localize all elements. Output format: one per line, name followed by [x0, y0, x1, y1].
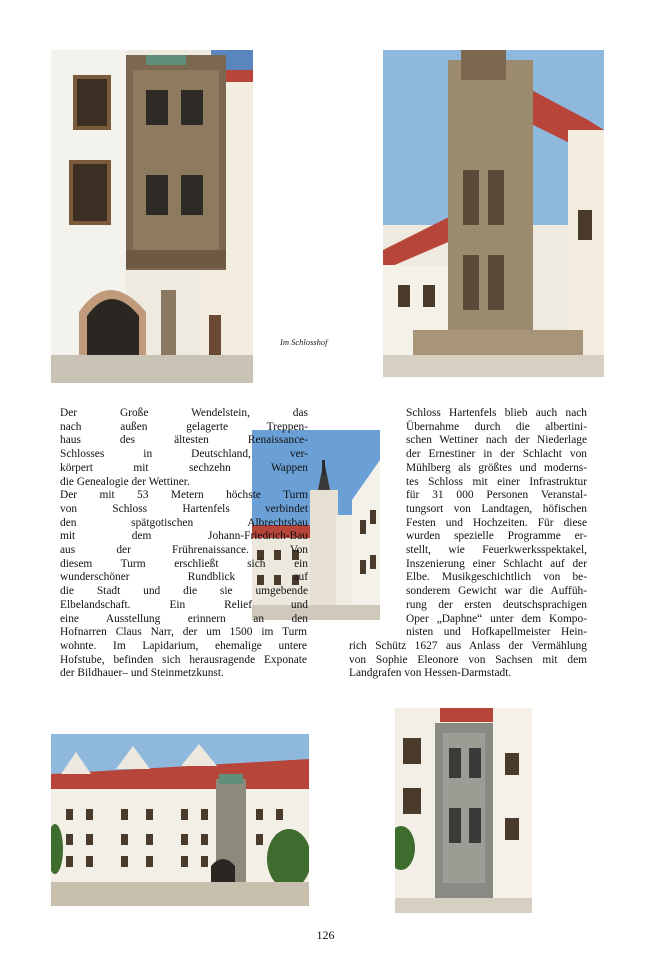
text-line: von Schloss Hartenfels verbindet [60, 502, 308, 515]
text-line: die Stadt und die sie umgebende [60, 585, 308, 598]
text-line: Hofnarren Claus Narr, der um 1500 im Turm [60, 626, 307, 639]
photo-grosser-wendelstein [383, 50, 604, 377]
text-line: Schlosses in Deutschland, ver- [60, 448, 308, 461]
text-line: stellt, wie Feuerkwerksspektakel, [406, 544, 587, 557]
text-line: tes Schloss mit einer Infrastruktur [406, 475, 587, 488]
text-line: aus der Frührenaissance. Von [60, 544, 308, 557]
text-line: nisten und Hofkapellmeister Hein- [406, 626, 587, 639]
text-line: Elbelandschaft. Ein Relief und [60, 598, 308, 611]
text-line: Schloss Hartenfels blieb auch nach [406, 407, 587, 419]
photo-oriel-corner [395, 708, 532, 913]
text-line: wurden spezielle Programme er- [406, 530, 587, 543]
text-line: Der Große Wendelstein, das [60, 407, 308, 419]
text-line: Festen und Hochzeiten. Für diese [406, 516, 587, 529]
text-line: der Ernestiner in der Schlacht von [406, 448, 587, 461]
text-line: wunderschöner Rundblick auf [60, 571, 308, 584]
right-text-column [349, 407, 589, 681]
text-line: Landgrafen von Hessen-Darmstadt. [349, 667, 512, 680]
text-line: Übernahme durch die albertini- [406, 420, 587, 433]
text-line: die Genealogie der Wettiner. [60, 475, 190, 488]
text-line: der Bildhauer– und Steinmetzkunst. [60, 667, 224, 680]
text-line: den spätgotischen Albrechtsbau [60, 516, 308, 529]
text-line: eine Ausstellung erinnern an den [60, 612, 308, 625]
text-line: schen Wettiner nach der Niederlage [406, 434, 587, 447]
left-text-column [60, 407, 308, 681]
text-line: körpert mit sechzehn Wappen [60, 461, 308, 474]
text-line: diesem Turm erschließt sich ein [60, 557, 308, 570]
text-line: Elbe. Musikgeschichtlich von be- [406, 571, 587, 584]
text-line: mit dem Johann-Friedrich-Bau [60, 530, 308, 543]
text-line: Der mit 53 Metern höchste Turm [60, 489, 308, 502]
text-line: haus des ältesten Renaissance- [60, 434, 308, 447]
text-line: tungsort von Landtagen, höfischen [406, 502, 587, 515]
text-line: Hofstube, befinden sich herausragende Exponate [60, 653, 307, 666]
text-line: Mühlberg als größtes und moderns- [406, 461, 587, 474]
text-line: sonderem Gewicht war die Auffüh- [406, 585, 587, 598]
text-line: für 31 000 Personen Veranstal- [406, 489, 587, 502]
text-line: wohnte. Im Lapidarium, ehemalige untere [60, 639, 307, 652]
photo-bay-window-courtyard [51, 50, 253, 383]
page-number: 126 [316, 928, 335, 942]
photo-caption: Im Schlosshof [280, 337, 328, 347]
text-line: Oper „Daphne“ unter dem Kompo- [406, 612, 587, 625]
text-line: nach außen gelagerte Treppen- [60, 420, 308, 433]
photo-castle-facade [51, 734, 309, 906]
text-line: von Sophie Eleonore von Sachsen mit dem [349, 653, 587, 666]
text-line: rich Schütz 1627 aus Anlass der Vermählung [349, 639, 587, 652]
text-line: Inszenierung einer Schlacht auf der [406, 557, 587, 570]
text-line: rung der ersten deutschsprachigen [406, 598, 587, 611]
